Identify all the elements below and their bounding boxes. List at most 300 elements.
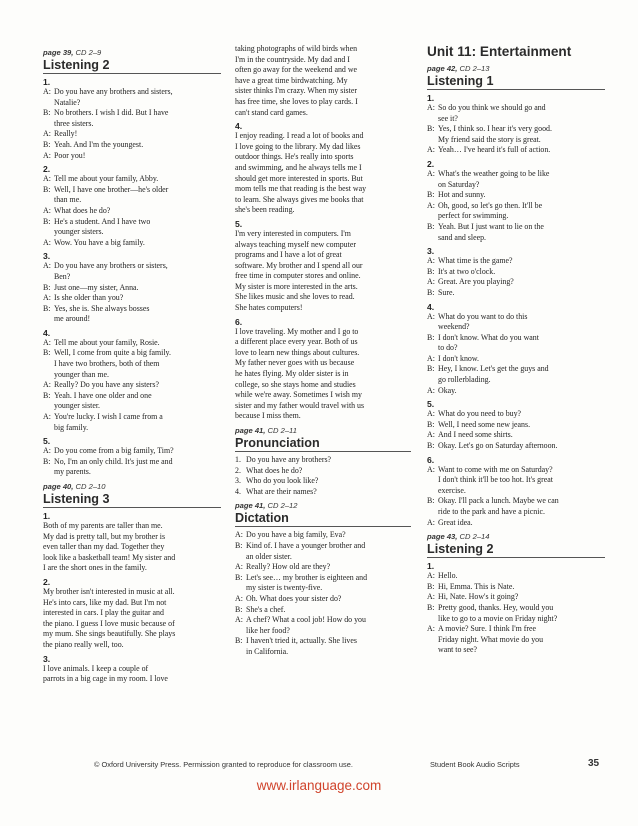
- text-line: What's the weather going to be like: [438, 168, 550, 178]
- text-line: I love animals. I keep a couple of: [43, 663, 149, 673]
- line-text: [54, 129, 221, 140]
- speaker-label: A:: [43, 261, 51, 271]
- dialogue-line: [427, 277, 605, 288]
- text-line: Oh. What does your sister do?: [246, 593, 342, 603]
- dialogue-line: [427, 145, 605, 156]
- dialogue-line: [43, 129, 221, 140]
- line-text: [438, 124, 605, 145]
- line-text: [54, 206, 221, 217]
- text-line: exercise.: [438, 485, 466, 495]
- line-text: [246, 541, 411, 562]
- dialogue-line: [235, 615, 411, 636]
- text-line: Want to come with me on Saturday?: [438, 464, 553, 474]
- text-line: I haven't tried it, actually. She lives: [246, 636, 357, 646]
- column-middle: [235, 44, 411, 658]
- line-text: [54, 108, 221, 129]
- text-line: have a great time birdwatching. My: [235, 75, 348, 85]
- item-number: 1.: [43, 77, 51, 87]
- text-line: me around!: [54, 314, 91, 324]
- dialogue-line: [427, 256, 605, 267]
- dialogue-line: [43, 261, 221, 282]
- line-text: [438, 354, 605, 365]
- line-text: [246, 573, 411, 594]
- text-line: She likes music and she loves to read.: [235, 292, 355, 302]
- text-line: she's been reading.: [235, 205, 295, 215]
- speaker-label: A:: [427, 430, 435, 440]
- line-text: [246, 605, 411, 616]
- page-ref: page 41,: [235, 426, 266, 435]
- text-line: big family.: [54, 422, 89, 432]
- speaker-label: A:: [43, 205, 51, 215]
- paragraph: [43, 587, 221, 651]
- text-line: What does he do?: [246, 465, 303, 475]
- speaker-label: B:: [43, 456, 51, 466]
- item-number: 3.: [43, 251, 51, 262]
- speaker-label: B:: [235, 540, 243, 550]
- speaker-label: A:: [427, 145, 435, 155]
- line-text: [438, 312, 605, 333]
- speaker-label: 3.: [235, 476, 241, 486]
- text-line: What time is the game?: [438, 256, 513, 266]
- speaker-label: B:: [427, 221, 435, 231]
- dialogue-line: [427, 222, 605, 243]
- line-text: [438, 333, 605, 354]
- text-line: Is she older than you?: [54, 293, 124, 303]
- dialogue-line: [427, 169, 605, 190]
- text-line: the piano really well, too.: [43, 639, 124, 649]
- text-line: You're lucky. I wish I came from a: [54, 412, 163, 422]
- line-text: [54, 446, 221, 457]
- text-line: because I miss them.: [235, 411, 301, 421]
- speaker-label: A:: [235, 530, 243, 540]
- text-line: Kind of. I have a younger brother and: [246, 540, 366, 550]
- text-line: And I need some shirts.: [438, 430, 513, 440]
- item-number: 2.: [427, 158, 435, 169]
- speaker-label: A:: [43, 129, 51, 139]
- dialogue-line: [43, 457, 221, 478]
- dialogue-line: [427, 333, 605, 354]
- text-line: Both of my parents are taller than me.: [43, 521, 163, 530]
- text-line: Do you have any brothers?: [246, 455, 332, 464]
- text-line: look like a basketball team! My sister and: [43, 552, 176, 562]
- text-line: perfect for swimming.: [438, 211, 509, 221]
- text-line: than me.: [54, 195, 82, 205]
- page-number: 35: [588, 758, 600, 769]
- speaker-label: A:: [427, 311, 435, 321]
- text-line: Hi, Emma. This is Nate.: [438, 581, 515, 591]
- section-heading: Dictation: [235, 511, 411, 527]
- dialogue-line: [427, 364, 605, 385]
- speaker-label: A:: [427, 353, 435, 363]
- paragraph: [235, 131, 411, 216]
- line-text: [54, 151, 221, 162]
- section-title: Student Book Audio Scripts: [430, 760, 520, 769]
- text-line: Yeah. But I just want to lie on the: [438, 221, 544, 231]
- dialogue-line: [427, 441, 605, 452]
- copyright-notice: © Oxford University Press. Permission granted to reproduce for classroom use.: [94, 760, 353, 769]
- speaker-label: B:: [427, 496, 435, 506]
- dialogue-line: [427, 124, 605, 145]
- text-line: Hi, Nate. How's it going?: [438, 592, 519, 602]
- item-number: 4.: [43, 327, 51, 338]
- dialogue-line: [43, 338, 221, 349]
- speaker-label: B:: [427, 124, 435, 134]
- dialogue-line: [43, 283, 221, 294]
- line-text: [438, 571, 605, 582]
- dialogue-line: [235, 636, 411, 657]
- line-text: [438, 592, 605, 603]
- line-text: [438, 222, 605, 243]
- page-ref: page 41,: [235, 501, 266, 511]
- text-line: I have two brothers, both of them: [54, 359, 160, 369]
- speaker-label: A:: [43, 293, 51, 303]
- text-line: sister thinks I'm crazy. When my sister: [235, 86, 357, 96]
- cd-track: CD 2–13: [459, 64, 490, 73]
- line-text: [54, 217, 221, 238]
- text-line: even taller than my dad. Together they: [43, 542, 165, 552]
- text-line: he hates flying. My older sister is in: [235, 369, 349, 379]
- cd-track: CD 2–12: [267, 501, 298, 511]
- speaker-label: A:: [427, 200, 435, 210]
- text-line: What does he do?: [54, 205, 111, 215]
- section-heading: Listening 2: [427, 542, 605, 558]
- line-text: [54, 261, 221, 282]
- text-line: software. My brother and I spend all our: [235, 260, 363, 270]
- line-text: [54, 293, 221, 304]
- text-line: ride to the park and have a picnic.: [438, 507, 545, 516]
- dialogue-line: [427, 571, 605, 582]
- dialogue-line: [43, 412, 221, 433]
- text-line: Natalie?: [54, 97, 81, 107]
- line-text: [438, 145, 605, 156]
- text-line: while we're away. Sometimes I wish my: [235, 390, 362, 400]
- line-text: [438, 465, 605, 497]
- text-line: on Saturday?: [438, 179, 480, 189]
- dialogue-line: [43, 348, 221, 380]
- text-line: Just one—my sister, Anna.: [54, 282, 139, 292]
- text-line: Yes, I think so. I hear it's very good.: [438, 124, 552, 134]
- text-line: Do you have any brothers and sisters,: [54, 87, 173, 96]
- speaker-label: A:: [43, 150, 51, 160]
- text-line: parrots in a big cage in my room. I love: [43, 674, 168, 684]
- line-text: [438, 603, 605, 624]
- section-heading: Listening 1: [427, 74, 605, 90]
- speaker-label: A:: [43, 87, 51, 96]
- speaker-label: A:: [427, 592, 435, 602]
- text-line: Poor you!: [54, 150, 86, 160]
- line-text: [438, 190, 605, 201]
- text-line: Okay. I'll pack a lunch. Maybe we can: [438, 496, 559, 506]
- text-line: Yeah. And I'm the youngest.: [54, 139, 144, 149]
- dialogue-line: [427, 465, 605, 497]
- item-number: 5.: [427, 399, 435, 410]
- text-line: Yeah… I've heard it's full of action.: [438, 145, 551, 155]
- text-line: Really? Do you have any sisters?: [54, 380, 159, 390]
- speaker-label: A:: [43, 380, 51, 390]
- cd-track: CD 2–10: [75, 482, 106, 491]
- dialogue-line: [43, 238, 221, 249]
- speaker-label: B:: [427, 190, 435, 200]
- dialogue-line: [427, 409, 605, 420]
- line-text: [438, 518, 605, 529]
- text-line: I don't know. What do you want: [438, 332, 539, 342]
- speaker-label: A:: [43, 174, 51, 184]
- line-text: [438, 430, 605, 441]
- dialogue-line: [427, 582, 605, 593]
- text-line: want to see?: [438, 645, 477, 655]
- text-line: I love traveling. My mother and I go to: [235, 326, 359, 336]
- text-line: Yes, she is. She always bosses: [54, 303, 150, 313]
- text-line: can't stand card games.: [235, 107, 308, 117]
- item-number: 1.: [43, 511, 51, 521]
- text-line: love to learn new things about cultures.: [235, 347, 360, 357]
- text-line: often go away for the weekend and we: [235, 65, 358, 75]
- text-line: Who do you look like?: [246, 476, 319, 486]
- text-line: What do you need to buy?: [438, 409, 522, 419]
- line-text: [438, 496, 605, 517]
- text-line: My brother isn't interested in music at all.: [43, 586, 175, 596]
- speaker-label: B:: [427, 602, 435, 612]
- text-line: Well, I come from quite a big family.: [54, 348, 171, 358]
- speaker-label: B:: [427, 364, 435, 374]
- dialogue-line: [427, 201, 605, 222]
- line-text: [54, 380, 221, 391]
- text-line: Let's see… my brother is eighteen and: [246, 572, 368, 582]
- paragraph: [43, 521, 221, 574]
- text-line: Do you have a big family, Eva?: [246, 530, 346, 540]
- text-line: I'm very interested in computers. I'm: [235, 228, 351, 238]
- text-line: I don't know.: [438, 353, 480, 363]
- dialogue-line: [235, 562, 411, 573]
- item-number: 6.: [235, 316, 243, 327]
- text-line: Okay.: [438, 385, 457, 395]
- section-heading: Pronunciation: [235, 436, 411, 452]
- text-line: So do you think we should go and: [438, 103, 546, 112]
- line-text: [54, 140, 221, 151]
- page-ref: page 42,: [427, 64, 458, 73]
- dialogue-line: [43, 391, 221, 412]
- speaker-label: B:: [43, 390, 51, 400]
- line-text: [54, 391, 221, 412]
- line-text: [246, 487, 411, 498]
- dialogue-line: [43, 206, 221, 217]
- text-line: Friday night. What movie do you: [438, 634, 544, 644]
- cd-track: CD 2–9: [75, 48, 102, 57]
- item-number: 1.: [427, 93, 435, 103]
- speaker-label: A:: [427, 103, 435, 112]
- text-line: I enjoy reading. I read a lot of books and: [235, 131, 364, 141]
- speaker-label: A:: [427, 277, 435, 287]
- text-line: A chef? What a cool job! How do you: [246, 615, 366, 625]
- line-text: [246, 562, 411, 573]
- text-line: Really!: [54, 129, 78, 139]
- speaker-label: B:: [43, 282, 51, 292]
- text-line: Do you have any brothers or sisters,: [54, 261, 168, 271]
- page-reference: [427, 532, 605, 541]
- line-text: [438, 256, 605, 267]
- text-line: in California.: [246, 646, 289, 656]
- text-line: programs and I have a lot of great: [235, 250, 342, 260]
- text-line: my parents.: [54, 467, 91, 477]
- text-line: a different place every year. Both of us: [235, 337, 358, 347]
- text-line: has free time, she loves to play cards. I: [235, 96, 358, 106]
- item-number: 1.: [427, 561, 435, 572]
- text-line: My father never goes with us because: [235, 358, 355, 368]
- text-line: A movie? Sure. I think I'm free: [438, 624, 537, 634]
- unit-title: Unit 11: Entertainment: [427, 44, 572, 59]
- dialogue-line: [427, 267, 605, 278]
- speaker-label: A:: [427, 624, 435, 634]
- dialogue-line: [235, 476, 411, 487]
- paragraph: [235, 229, 411, 314]
- text-line: Great idea.: [438, 517, 473, 527]
- item-number: 2.: [43, 164, 51, 175]
- cd-track: CD 2–14: [459, 532, 490, 542]
- cd-track: CD 2–11: [267, 426, 297, 435]
- line-text: [54, 412, 221, 433]
- speaker-label: 1.: [235, 455, 241, 464]
- website-watermark[interactable]: www.irlanguage.com: [256, 778, 382, 793]
- text-line: to do?: [438, 343, 458, 353]
- dialogue-line: [43, 108, 221, 129]
- text-line: Sure.: [438, 287, 455, 297]
- text-line: No, I'm an only child. It's just me and: [54, 456, 173, 466]
- text-line: three sisters.: [54, 118, 94, 128]
- text-line: What do you want to do this: [438, 311, 528, 321]
- line-text: [246, 455, 411, 466]
- line-text: [246, 476, 411, 487]
- text-line: It's at two o'clock.: [438, 266, 496, 276]
- paragraph: [235, 327, 411, 422]
- speaker-label: B:: [235, 636, 243, 646]
- text-line: Wow. You have a big family.: [54, 237, 145, 247]
- text-line: Really? How old are they?: [246, 562, 331, 572]
- text-line: see it?: [438, 113, 458, 123]
- text-line: What are their names?: [246, 486, 317, 496]
- text-line: Yeah. I have one older and one: [54, 390, 152, 400]
- dialogue-line: [427, 354, 605, 365]
- dialogue-line: [43, 87, 221, 108]
- text-line: Great. Are you playing?: [438, 277, 514, 287]
- speaker-label: B:: [427, 332, 435, 342]
- page-ref: page 43,: [427, 532, 458, 542]
- text-line: My dad is pretty tall, but my brother is: [43, 531, 166, 541]
- paragraph: [235, 44, 411, 118]
- dialogue-line: [235, 573, 411, 594]
- dialogue-line: [235, 605, 411, 616]
- item-number: 4.: [235, 121, 243, 132]
- speaker-label: B:: [43, 184, 51, 194]
- text-line: My friend said the story is great.: [438, 134, 541, 144]
- text-line: Well, I need some new jeans.: [438, 419, 531, 429]
- text-line: He's a student. And I have two: [54, 216, 151, 226]
- dialogue-line: [427, 190, 605, 201]
- speaker-label: B:: [235, 604, 243, 614]
- line-text: [54, 185, 221, 206]
- text-line: my mum. She sings beautifully. She plays: [43, 629, 176, 639]
- text-line: sand and sleep.: [438, 232, 486, 242]
- line-text: [54, 457, 221, 478]
- dialogue-line: [427, 496, 605, 517]
- text-line: I are the short ones in the family.: [43, 563, 147, 573]
- line-text: [438, 169, 605, 190]
- speaker-label: A:: [427, 571, 435, 581]
- text-line: I love going to the library. My dad likes: [235, 141, 361, 151]
- text-line: She's a chef.: [246, 604, 286, 614]
- line-text: [438, 409, 605, 420]
- line-text: [246, 466, 411, 477]
- speaker-label: A:: [43, 446, 51, 456]
- dialogue-line: [43, 293, 221, 304]
- text-line: like her food?: [246, 625, 290, 635]
- column-right: [427, 44, 605, 656]
- dialogue-line: [427, 312, 605, 333]
- text-line: college, so she stays home and studies: [235, 379, 356, 389]
- speaker-label: B:: [43, 303, 51, 313]
- speaker-label: B:: [427, 419, 435, 429]
- speaker-label: A:: [427, 464, 435, 474]
- dialogue-line: [235, 541, 411, 562]
- section-heading: Listening 3: [43, 492, 221, 508]
- dialogue-line: [43, 174, 221, 185]
- text-line: Hey, I know. Let's get the guys and: [438, 364, 549, 374]
- line-text: [438, 288, 605, 299]
- dialogue-line: [43, 380, 221, 391]
- speaker-label: 4.: [235, 486, 241, 496]
- dialogue-line: [43, 217, 221, 238]
- item-number: 6.: [427, 454, 435, 465]
- line-text: [54, 238, 221, 249]
- line-text: [438, 201, 605, 222]
- column-left: [43, 44, 221, 685]
- line-text: [246, 636, 411, 657]
- speaker-label: B:: [43, 139, 51, 149]
- line-text: [54, 348, 221, 380]
- speaker-label: B:: [43, 348, 51, 358]
- dialogue-line: [427, 624, 605, 656]
- dialogue-line: [235, 530, 411, 541]
- line-text: [438, 364, 605, 385]
- dialogue-line: [427, 420, 605, 431]
- text-line: I don't think it'll be too hot. It's great: [438, 475, 553, 485]
- dialogue-line: [43, 304, 221, 325]
- text-line: like to go to a movie on Friday night?: [438, 613, 558, 623]
- dialogue-line: [427, 603, 605, 624]
- text-line: mom tells me that reading is the best way: [235, 184, 367, 194]
- text-line: Well, I have one brother—he's older: [54, 184, 169, 194]
- speaker-label: B:: [43, 216, 51, 226]
- speaker-label: A:: [427, 409, 435, 419]
- dialogue-line: [235, 466, 411, 477]
- dialogue-line: [43, 185, 221, 206]
- text-line: Okay. Let's go on Saturday afternoon.: [438, 441, 558, 451]
- text-line: Do you come from a big family, Tim?: [54, 446, 174, 456]
- text-line: younger sister.: [54, 401, 101, 411]
- line-text: [438, 582, 605, 593]
- text-line: Tell me about your family, Abby.: [54, 174, 159, 184]
- page-reference: [43, 48, 221, 57]
- speaker-label: B:: [43, 108, 51, 118]
- speaker-label: A:: [427, 256, 435, 266]
- line-text: [438, 267, 605, 278]
- text-line: an older sister.: [246, 551, 292, 561]
- speaker-label: A:: [235, 562, 243, 572]
- item-number: 3.: [43, 653, 51, 664]
- speaker-label: A:: [43, 337, 51, 347]
- text-line: the piano. I guess I love music because of: [43, 618, 175, 628]
- speaker-label: B:: [427, 266, 435, 276]
- text-line: Oh, good, so let's go then. It'll be: [438, 200, 543, 210]
